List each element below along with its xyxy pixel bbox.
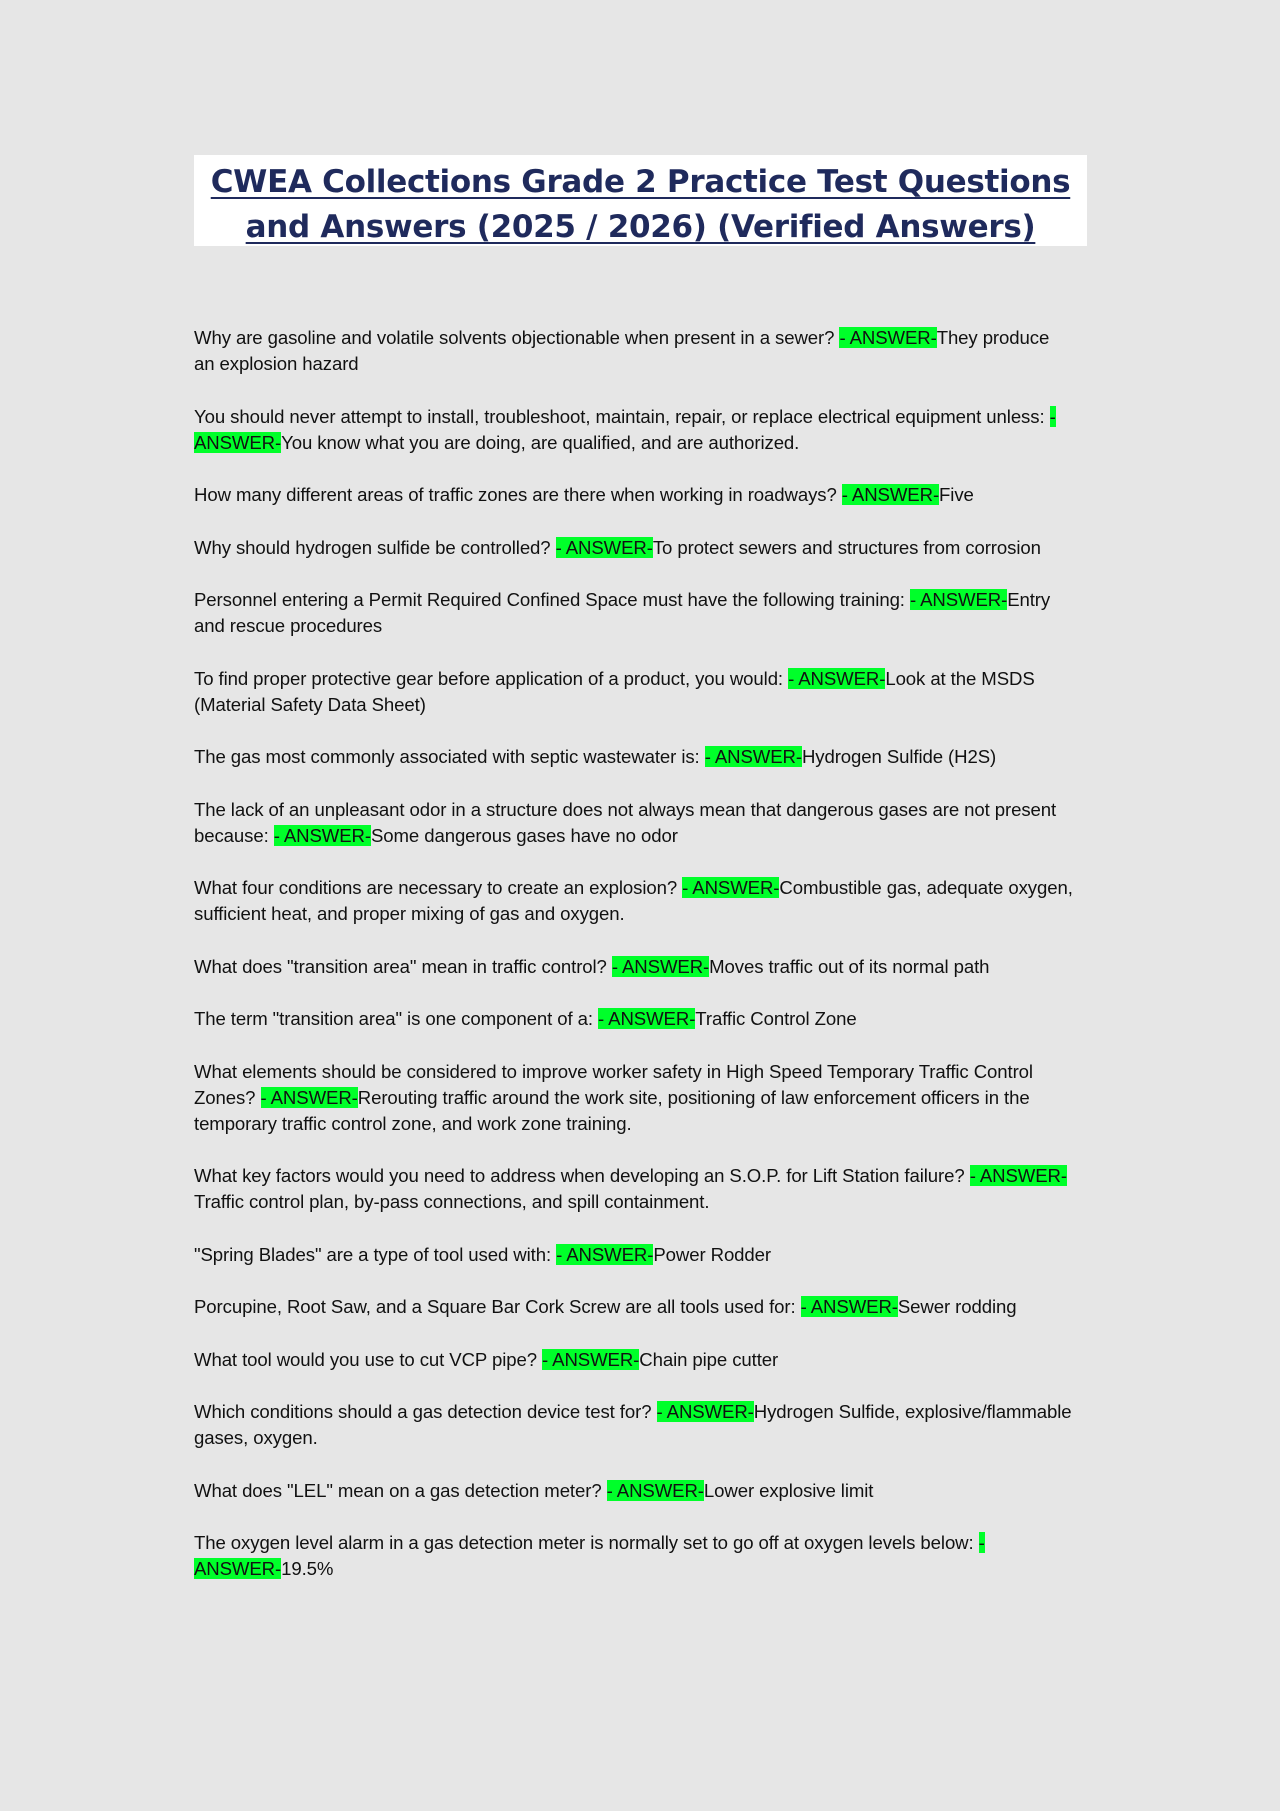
qa-item <box>194 744 1074 770</box>
qa-item <box>194 404 1074 456</box>
qa-item <box>194 666 1074 718</box>
answer-text: Sewer rodding <box>897 1296 1017 1317</box>
answer-marker: - ANSWER- <box>839 327 937 348</box>
qa-item <box>194 1294 1074 1320</box>
answer-marker: - ANSWER- <box>273 824 371 846</box>
answer-text: Traffic control plan, by-pass connections, and spill containment. <box>194 1191 710 1212</box>
answer-text: Five <box>939 484 974 505</box>
answer-marker: - ANSWER- <box>598 1008 696 1029</box>
answer-text: Chain pipe cutter <box>639 1348 779 1370</box>
answer-text: You know what you are doing, are qualified, and are authorized. <box>281 431 800 453</box>
answer-marker: - ANSWER- <box>194 405 1056 453</box>
answer-marker: - ANSWER- <box>788 667 886 689</box>
qa-item <box>194 1530 1074 1582</box>
qa-item <box>194 482 1074 508</box>
answer-marker: - ANSWER- <box>260 1086 358 1108</box>
answer-text: 19.5% <box>281 1558 334 1579</box>
answer-text: Entry and rescue procedures <box>194 589 1051 636</box>
answer-marker: - ANSWER- <box>656 1401 754 1422</box>
answer-marker: - ANSWER- <box>194 1532 985 1579</box>
answer-text: Moves traffic out of its normal path <box>709 955 990 977</box>
question-text: You should never attempt to install, troubleshoot, maintain, repair, or replace electrical equipment unless: <box>194 405 1050 427</box>
qa-item <box>194 797 1074 849</box>
answer-marker: - ANSWER- <box>611 955 710 977</box>
qa-item <box>194 1163 1074 1215</box>
question-text: The gas most commonly associated with septic wastewater is: <box>194 746 705 767</box>
answer-marker: - ANSWER- <box>542 1348 640 1370</box>
answer-marker: - ANSWER- <box>556 1243 654 1265</box>
qa-item <box>194 587 1074 639</box>
answer-marker: - ANSWER- <box>555 536 653 558</box>
answer-marker: - ANSWER- <box>704 746 802 767</box>
answer-text: Traffic Control Zone <box>695 1008 857 1029</box>
answer-marker: - ANSWER- <box>841 484 940 505</box>
answer-text: Combustible gas, adequate oxygen, sufficient heat, and proper mixing of gas and oxygen. <box>194 877 1073 924</box>
qa-item <box>194 1478 1074 1504</box>
question-text: What elements should be considered to improve worker safety in High Speed Temporary Traffic Control Zones? <box>194 1060 1033 1108</box>
question-text: What four conditions are necessary to create an explosion? <box>194 877 683 898</box>
answer-text: Lower explosive limit <box>703 1479 874 1501</box>
question-text: The term "transition area" is one component of a: <box>194 1008 599 1029</box>
answer-text: They produce an explosion hazard <box>194 327 1050 374</box>
question-text: Which conditions should a gas detection device test for? <box>194 1401 657 1422</box>
document-title: CWEA Collections Grade 2 Practice Test Questions and Answers (2025 / 2026) (Verified Answers) <box>210 164 1071 245</box>
question-text: What does "transition area" mean in traffic control? <box>194 955 612 977</box>
question-text: The oxygen level alarm in a gas detection meter is normally set to go off at oxygen levels below: <box>194 1532 979 1553</box>
answer-marker: - ANSWER- <box>969 1165 1067 1186</box>
answer-text: Look at the MSDS (Material Safety Data Sheet) <box>194 667 1035 715</box>
question-text: What tool would you use to cut VCP pipe? <box>194 1348 543 1370</box>
question-text: Why are gasoline and volatile solvents objectionable when present in a sewer? <box>194 327 840 348</box>
qa-item <box>194 1059 1074 1137</box>
answer-text: Hydrogen Sulfide (H2S) <box>801 746 997 767</box>
qa-item <box>194 1006 1074 1032</box>
question-text: What key factors would you need to address when developing an S.O.P. for Lift Station failure? <box>194 1165 970 1186</box>
answer-text: Some dangerous gases have no odor <box>370 824 678 846</box>
question-text: To find proper protective gear before application of a product, you would: <box>194 667 789 689</box>
answer-text: Hydrogen Sulfide, explosive/flammable gases, oxygen. <box>194 1401 1072 1448</box>
qa-item <box>194 325 1074 377</box>
question-text: "Spring Blades" are a type of tool used with: <box>194 1243 557 1265</box>
question-text: How many different areas of traffic zones are there when working in roadways? <box>194 484 842 505</box>
question-text: Porcupine, Root Saw, and a Square Bar Cork Screw are all tools used for: <box>194 1296 801 1317</box>
qa-item <box>194 1242 1074 1268</box>
question-text: Why should hydrogen sulfide be controlled? <box>194 536 556 558</box>
answer-marker: - ANSWER- <box>909 589 1008 610</box>
question-text: Personnel entering a Permit Required Confined Space must have the following training: <box>194 589 910 610</box>
qa-item <box>194 875 1074 927</box>
qa-item <box>194 535 1074 561</box>
answer-text: Rerouting traffic around the work site, positioning of law enforcement officers in the temporary traffic control zone, and work zone training. <box>194 1086 1030 1134</box>
qa-item <box>194 1399 1074 1451</box>
question-text: What does "LEL" mean on a gas detection meter? <box>194 1479 607 1501</box>
answer-marker: - ANSWER- <box>606 1479 704 1501</box>
answer-text: Power Rodder <box>653 1243 771 1265</box>
question-text: The lack of an unpleasant odor in a structure does not always mean that dangerous gases are not present because: <box>194 798 1057 846</box>
qa-item <box>194 1347 1074 1373</box>
qa-item <box>194 954 1074 980</box>
title-box <box>194 155 1087 246</box>
qa-list <box>194 325 1074 1609</box>
answer-marker: - ANSWER- <box>682 877 780 898</box>
answer-text: To protect sewers and structures from corrosion <box>652 536 1041 558</box>
answer-marker: - ANSWER- <box>800 1296 898 1317</box>
